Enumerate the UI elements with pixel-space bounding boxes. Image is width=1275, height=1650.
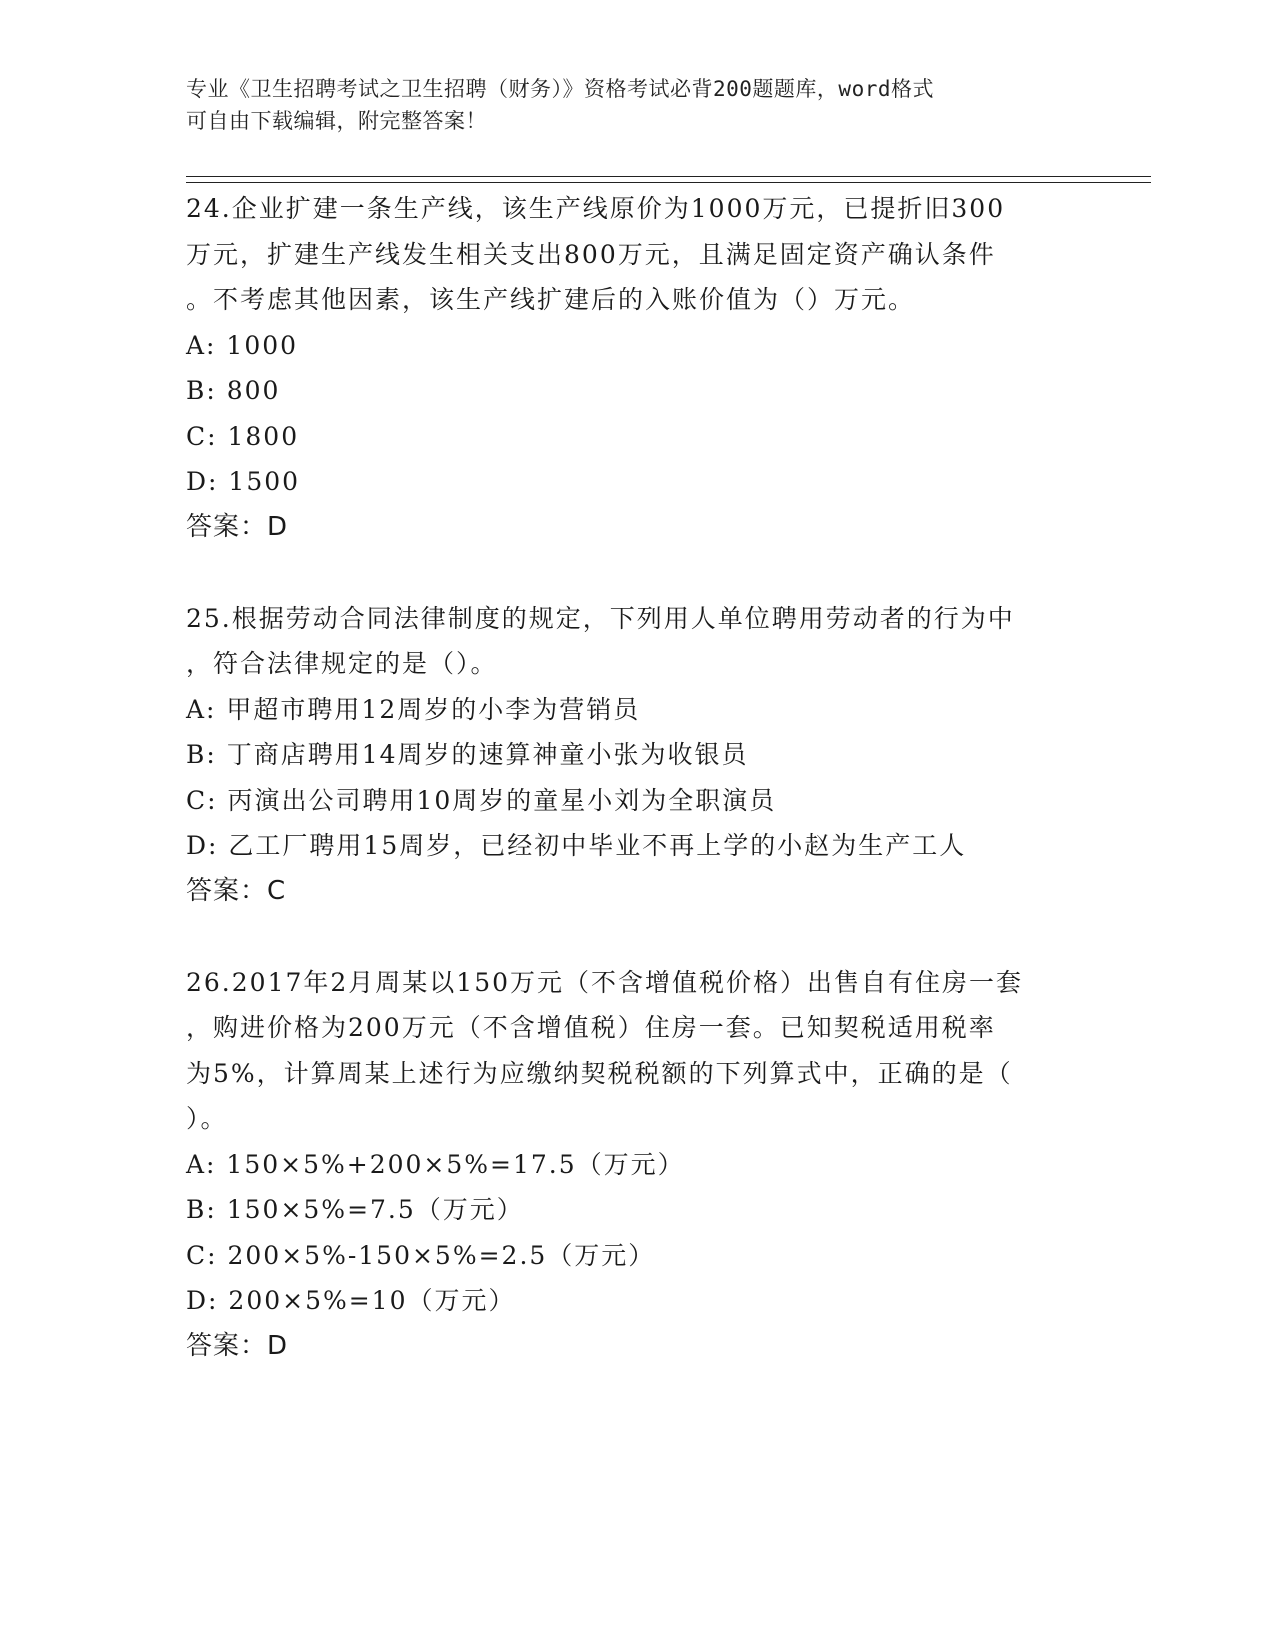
option-c: C: 1800 — [186, 421, 300, 451]
option-a: A: 甲超市聘用12周岁的小李为营销员 — [186, 694, 641, 724]
header-line-1: 专业《卫生招聘考试之卫生招聘（财务）》资格考试必背200题题库，word格式 — [186, 77, 934, 101]
question-25 — [186, 596, 1086, 915]
answer-label: 答案：C — [186, 875, 287, 906]
question-stem-line: 万元，扩建生产线发生相关支出800万元，且满足固定资产确认条件 — [186, 239, 996, 269]
option-c: C: 丙演出公司聘用10周岁的童星小刘为全职演员 — [186, 785, 777, 815]
question-stem-line: 24.企业扩建一条生产线，该生产线原价为1000万元，已提折旧300 — [186, 194, 1006, 223]
document-header — [186, 73, 1066, 137]
question-stem-line: 26.2017年2月周某以150万元（不含增值税价格）出售自有住房一套 — [186, 967, 1024, 997]
option-d: D: 1500 — [186, 467, 301, 496]
answer-label: 答案：D — [186, 511, 289, 542]
question-stem-line: 25.根据劳动合同法律制度的规定，下列用人单位聘用劳动者的行为中 — [186, 603, 1015, 633]
header-rule-bottom — [186, 182, 1151, 183]
option-c: C: 200×5%-150×5%=2.5（万元） — [186, 1240, 656, 1270]
header-rule-top — [186, 176, 1151, 177]
spacer — [186, 914, 1086, 960]
option-b: B: 150×5%=7.5（万元） — [186, 1195, 524, 1224]
option-b: B: 800 — [186, 376, 281, 405]
question-26 — [186, 960, 1086, 1370]
option-d: D: 乙工厂聘用15周岁，已经初中毕业不再上学的小赵为生产工人 — [186, 831, 967, 860]
question-stem-line: ，符合法律规定的是（）。 — [186, 649, 498, 678]
answer-label: 答案：D — [186, 1330, 289, 1361]
question-stem-line: 。不考虑其他因素，该生产线扩建后的入账价值为（）万元。 — [186, 285, 916, 314]
question-stem-line: 为5%，计算周某上述行为应缴纳契税税额的下列算式中，正确的是（ — [186, 1058, 1013, 1088]
option-b: B: 丁商店聘用14周岁的速算神童小张为收银员 — [186, 740, 749, 769]
question-stem-line: ，购进价格为200万元（不含增值税）住房一套。已知契税适用税率 — [186, 1013, 996, 1042]
option-a: A: 1000 — [186, 330, 299, 360]
header-line-2: 可自由下载编辑，附完整答案！ — [186, 109, 487, 133]
option-a: A: 150×5%+200×5%=17.5（万元） — [186, 1149, 685, 1179]
spacer — [186, 550, 1086, 596]
question-24 — [186, 186, 1086, 550]
option-d: D: 200×5%=10（万元） — [186, 1286, 516, 1315]
question-stem-line: ）。 — [186, 1104, 228, 1133]
question-list — [186, 186, 1086, 1369]
